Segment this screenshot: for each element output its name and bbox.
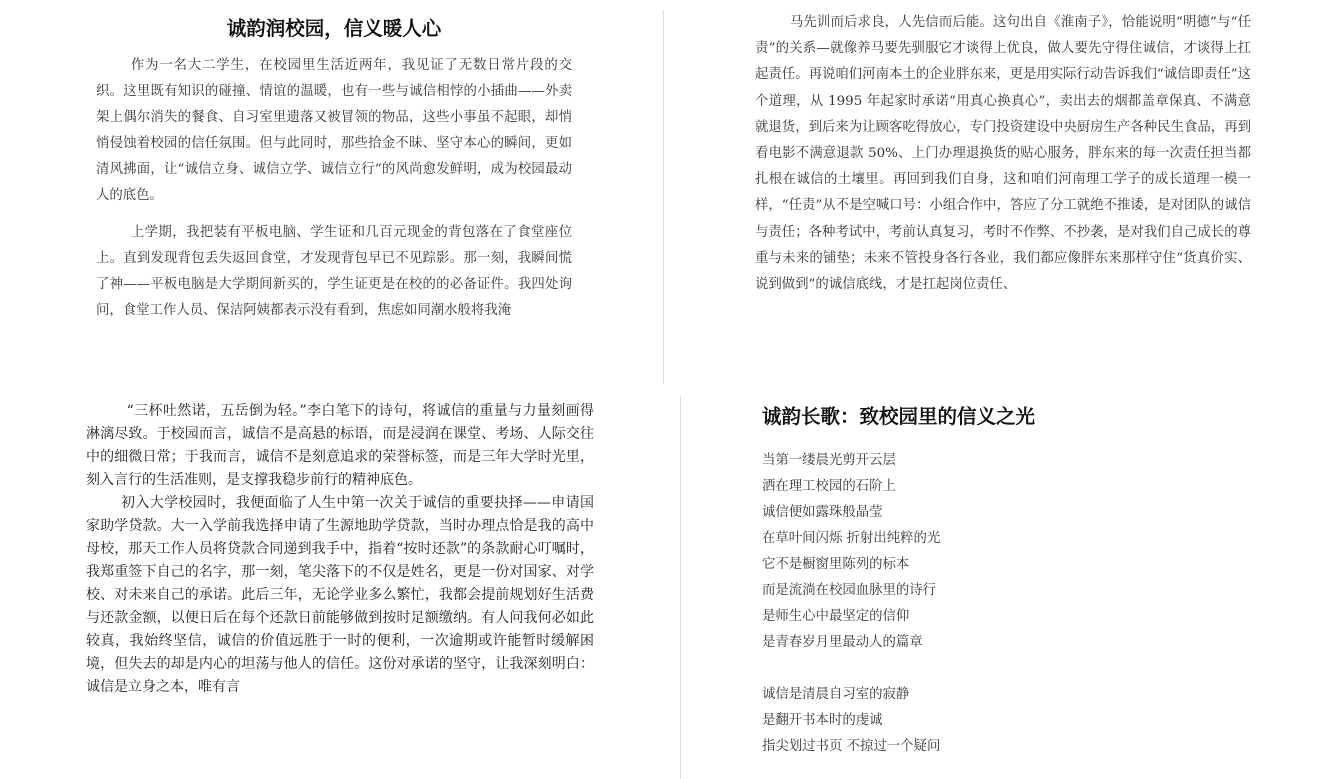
column-divider bbox=[680, 396, 681, 779]
poem-line: 它不是橱窗里陈列的标本 bbox=[762, 557, 910, 572]
column-divider bbox=[663, 10, 664, 384]
essay-paragraph: 上学期，我把装有平板电脑、学生证和几百元现金的背包落在了食堂座位上。直到发现背包丢失返回食堂，才发现背包早已不见踪影。那一刻，我瞬间慌了神——平板电脑是大学期间新买的，学生证更是在校的的必备证件。我四处询问，食堂工作人员、保洁阿姨都表示没有看到，焦虑如同潮水般将我淹 bbox=[96, 225, 572, 318]
poem-stanza bbox=[762, 682, 1282, 760]
essay-title: 诚韵润校园，信义暖人心 bbox=[226, 17, 442, 40]
essay-paragraph: 马先训而后求良，人先信而后能。这句出自《淮南子》，恰能说明“明德”与“任责”的关系—就像养马要先驯服它才谈得上优良，做人要先守得住诚信，才谈得上扛起责任。再说咱们河南本土的企业胖东来，更是用实际行动告诉我们“诚信即责任”这个道理，从 1995 年起家时承诺“用真心换真心”，卖出去的烟都盖章保真、不满意就退货，到后来为让顾客吃得放心，专门投资建设中央厨房生产各种民生食品，再到看电影不满意退款 50%、上门办理退换货的贴心服务，胖东来的每一次责任担当都扎根在诚信的土壤里。再回到我们自身，这和咱们河南理工学子的成长道理一模一样，“任责”从不是空喊口号：小组合作中，答应了分工就绝不推诿，是对团队的诚信与责任；各种考试中，考前认真复习，考时不作弊、不抄袭，是对我们自己成长的尊重与未来的铺垫；未来不管投身各行各业，我们都应像胖东来那样守住“货真价实、说到做到”的诚信底线，才是扛起岗位责任、 bbox=[755, 15, 1251, 293]
poem-line: 指尖划过书页 不掠过一个疑问 bbox=[762, 739, 941, 754]
essay-panel-top-left bbox=[96, 14, 572, 380]
poem-line: 是翻开书本时的虔诚 bbox=[762, 713, 883, 728]
essay-panel-bottom-left bbox=[86, 400, 594, 779]
essay-paragraph: 初入大学校园时，我便面临了人生中第一次关于诚信的重要抉择——申请国家助学贷款。大一入学前我选择申请了生源地助学贷款，当时办理点恰是我的高中母校，那天工作人员将贷款合同递到我手中，指着“按时还款”的条款耐心叮嘱时，我郑重签下自己的名字，那一刻，笔尖落下的不仅是姓名，更是一份对国家、对学校、对未来自己的承诺。此后三年，无论学业多么繁忙，我都会提前规划好生活费与还款金额，以便日后在每个还款日前能够做到按时足额缴纳。有人问我何必如此较真，我始终坚信，诚信的价值远胜于一时的便利，一次逾期或许能暂时缓解困境，但失去的却是内心的坦荡与他人的信任。这份对承诺的坚守，让我深刻明白：诚信是立身之本，唯有言 bbox=[86, 495, 594, 695]
poem-panel-bottom-right bbox=[762, 402, 1282, 779]
poem-stanza bbox=[762, 448, 1282, 656]
essay-panel-top-right bbox=[755, 10, 1251, 382]
poem-line: 而是流淌在校园血脉里的诗行 bbox=[762, 583, 937, 598]
poem-line: 是青春岁月里最动人的篇章 bbox=[762, 635, 923, 650]
essay-paragraph: “三杯吐然诺，五岳倒为轻。”李白笔下的诗句，将诚信的重量与力量刻画得淋漓尽致。于校园而言，诚信不是高悬的标语，而是浸润在课堂、考场、人际交往中的细微日常；于我而言，诚信不是刻意追求的荣誉标签，而是三年大学时光里，刻入言行的生活准则，是支撑我稳步前行的精神底色。 bbox=[86, 403, 594, 488]
essay-paragraph: 作为一名大二学生，在校园里生活近两年，我见证了无数日常片段的交织。这里既有知识的碰撞、情谊的温暖，也有一些与诚信相悖的小插曲——外卖架上偶尔消失的餐食、自习室里遗落又被冒领的物品，这些小事虽不起眼，却悄悄侵蚀着校园的信任氛围。但与此同时，那些拾金不昧、坚守本心的瞬间，更如清风拂面，让“诚信立身、诚信立学、诚信立行”的风尚愈发鲜明，成为校园最动人的底色。 bbox=[96, 58, 572, 203]
poem-line: 诚信便如露珠般晶莹 bbox=[762, 505, 883, 520]
poem-line: 在草叶间闪烁 折射出纯粹的光 bbox=[762, 531, 941, 546]
poem-line: 诚信是清晨自习室的寂静 bbox=[762, 687, 910, 702]
poem-line: 是师生心中最坚定的信仰 bbox=[762, 609, 910, 624]
poem-title: 诚韵长歌：致校园里的信义之光 bbox=[762, 405, 1036, 428]
poem-line: 当第一缕晨光剪开云层 bbox=[762, 453, 896, 468]
poem-line: 洒在理工校园的石阶上 bbox=[762, 479, 896, 494]
